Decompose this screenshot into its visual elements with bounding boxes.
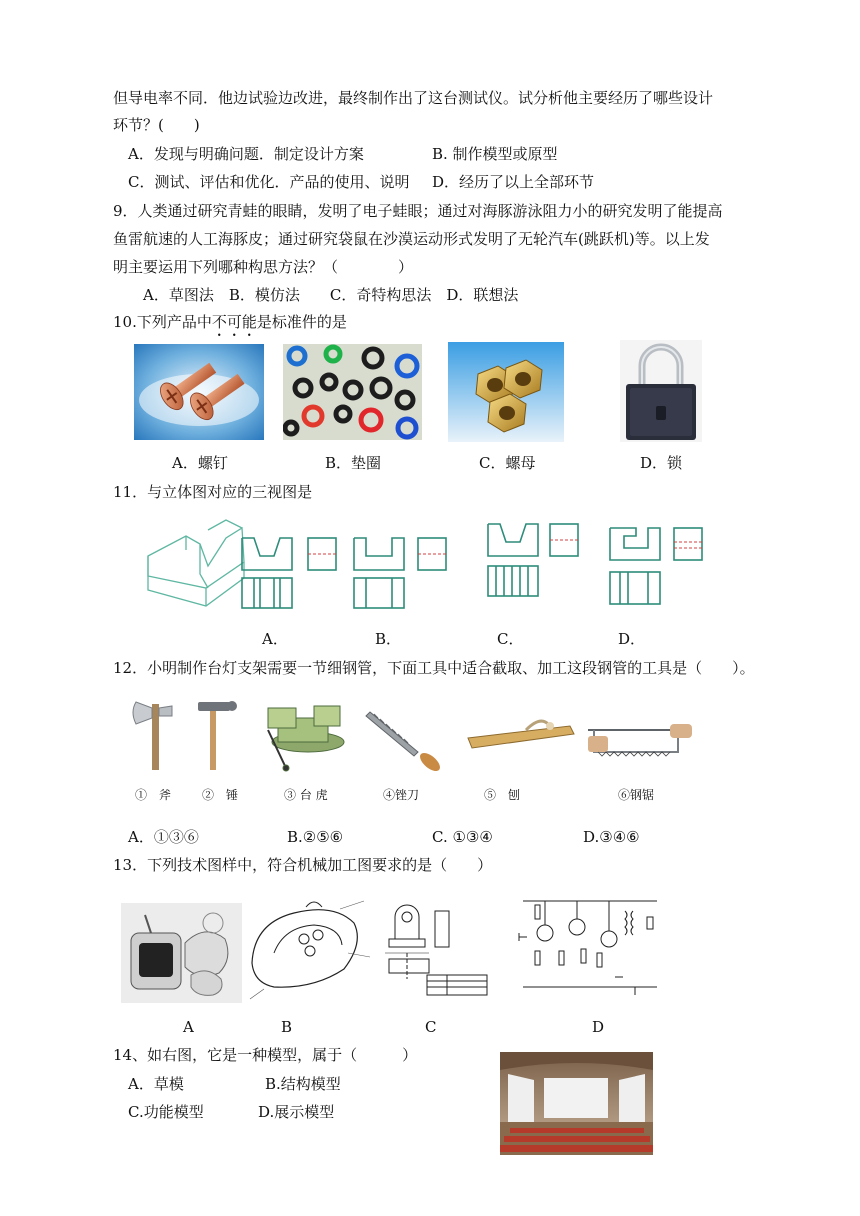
plane-icon	[468, 721, 574, 748]
three-view-drawings	[146, 518, 706, 618]
q14-option-a: A．草模	[128, 1075, 184, 1093]
q12-option-c: C. ①③④	[432, 828, 493, 846]
q9-line2: 鱼雷航速的人工海豚皮；通过研究袋鼠在沙漠运动形式发明了无轮汽车(跳跃机)等。以上发	[113, 230, 710, 248]
q8-option-b: B. 制作模型或原型	[432, 145, 558, 163]
screws-image	[134, 344, 264, 440]
tools-image	[118, 690, 708, 778]
q8-option-c: C．测试、评估和优化．产品的使用、说明	[128, 173, 410, 191]
tool-label-1: ① 斧	[135, 788, 172, 802]
q10-label-d: D．锁	[640, 454, 683, 472]
q14-stem: 14、如右图，它是一种模型，属于（ ）	[113, 1046, 418, 1064]
q11-label-a: A．	[262, 630, 288, 648]
q12-option-d: D.③④⑥	[583, 828, 640, 846]
q8-option-d: D．经历了以上全部环节	[432, 173, 595, 191]
tool-label-6: ⑥钢锯	[618, 788, 655, 802]
q10-label-c: C．螺母	[479, 454, 536, 472]
axe-icon	[133, 702, 172, 770]
tool-label-3: ③ 台 虎	[284, 788, 328, 802]
q12-stem: 12．小明制作台灯支架需要一节细钢管，下面工具中适合截取、加工这段钢管的工具是（ ）。	[113, 659, 755, 677]
hammer-icon	[198, 701, 237, 770]
car-sketch-image	[244, 893, 374, 1003]
q14-option-c: C.功能模型	[128, 1103, 204, 1121]
q10-label-a: A．螺钉	[172, 454, 228, 472]
tool-label-5: ⑤ 刨	[484, 788, 521, 802]
q14-option-d: D.展示模型	[258, 1103, 335, 1121]
q10-stem-post: 是标准件的是	[256, 313, 347, 331]
circuit-diagram-image	[515, 893, 665, 1003]
q11-label-b: B．	[375, 630, 402, 648]
nuts-image	[448, 342, 564, 442]
q11-label-c: C．	[497, 630, 524, 648]
q12-option-b: B.②⑤⑥	[287, 828, 344, 846]
q10-stem-emphasis: 不可能	[211, 313, 257, 331]
q9-options: A．草图法 B．模仿法 C．奇特构思法 D．联想法	[143, 286, 519, 304]
q13-label-a: A	[183, 1018, 194, 1036]
tool-label-2: ② 锤	[202, 788, 239, 802]
washers-image	[283, 344, 422, 440]
q13-label-d: D	[592, 1018, 605, 1036]
file-icon	[366, 712, 443, 774]
q10-stem	[113, 313, 347, 340]
q11-stem: 11．与立体图对应的三视图是	[113, 483, 313, 501]
q8-line1: 但导电率不同．他边试验边改进，最终制作出了这台测试仪。试分析他主要经历了哪些设计	[113, 89, 714, 107]
mechanical-drawing-image	[381, 899, 491, 1003]
q14-option-b: B.结构模型	[265, 1075, 341, 1093]
q13-label-b: B	[281, 1018, 293, 1036]
hacksaw-icon	[588, 724, 692, 756]
lock-image	[620, 340, 702, 442]
q10-stem-pre: 10.下列产品中	[113, 313, 212, 331]
q13-stem: 13．下列技术图样中，符合机械加工图要求的是（ ）	[113, 856, 493, 874]
q13-label-c: C	[425, 1018, 437, 1036]
q10-label-b: B．垫圈	[325, 454, 382, 472]
q12-option-a: A．①③⑥	[128, 828, 199, 846]
q9-line1: 9．人类通过研究青蛙的眼睛，发明了电子蛙眼；通过对海豚游泳阻力小的研究发明了能提高	[113, 202, 723, 220]
q8-line2: 环节？( )	[113, 116, 200, 134]
auditorium-model-image	[500, 1052, 653, 1155]
tool-label-4: ④锉刀	[383, 788, 420, 802]
product-sketch-image	[121, 903, 242, 1003]
q11-label-d: D．	[618, 630, 646, 648]
q8-option-a: A．发现与明确问题．制定设计方案	[128, 145, 364, 163]
q9-line3: 明主要运用下列哪种构思方法？（ ）	[113, 258, 414, 276]
bench-vise-icon	[268, 706, 344, 771]
